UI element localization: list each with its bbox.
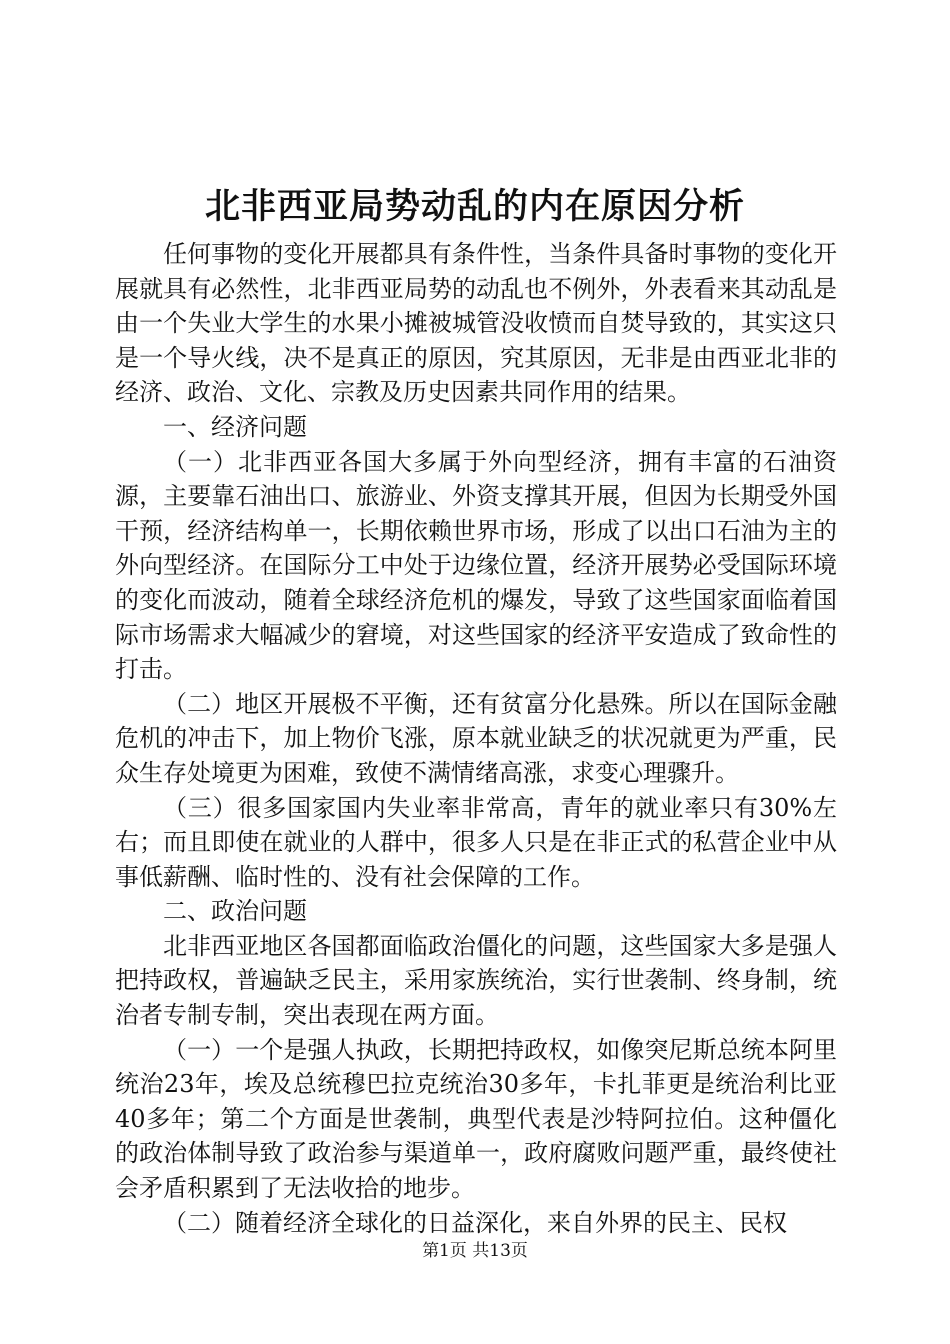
- section-heading-economy: 一、经济问题: [163, 412, 307, 441]
- paragraph-economy-1: （一）北非西亚各国大多属于外向型经济，拥有丰富的石油资源，主要靠石油出口、旅游业、外资支撑其开展，但因为长期受外国干预，经济结构单一，长期依赖世界市场，形成了以出口石油为主的外向型经济。在国际分工中处于边缘位置，经济开展势必受国际环境的变化而波动，随着全球经济危机的爆发，导致了这些国家面临着国际市场需求大幅减少的窘境，对这些国家的经济平安造成了致命性的打击。: [115, 447, 837, 684]
- document-title: 北非西亚局势动乱的内在原因分析: [204, 186, 745, 227]
- document-body: [115, 237, 837, 1240]
- paragraph-economy-3: （三）很多国家国内失业率非常高，青年的就业率只有30%左右；而且即使在就业的人群中，很多人只是在非正式的私营企业中从事低薪酬、临时性的、没有社会保障的工作。: [115, 793, 837, 891]
- paragraph-politics-2: （二）随着经济全球化的日益深化，来自外界的民主、民权: [163, 1208, 787, 1237]
- paragraph-politics-1: （一）一个是强人执政，长期把持政权，如像突尼斯总统本阿里统治23年，埃及总统穆巴拉克统治30多年，卡扎菲更是统治利比亚40多年；第二个方面是世袭制，典型代表是沙特阿拉伯。这种僵化的政治体制导致了政治参与渠道单一，政府腐败问题严重，最终使社会矛盾积累到了无法收拾的地步。: [115, 1035, 837, 1203]
- paragraph-economy-2: （二）地区开展极不平衡，还有贫富分化悬殊。所以在国际金融危机的冲击下，加上物价飞涨，原本就业缺乏的状况就更为严重，民众生存处境更为困难，致使不满情绪高涨，求变心理骤升。: [115, 689, 837, 787]
- page-number-footer: 第1页 共13页: [422, 1241, 528, 1261]
- paragraph-intro: 任何事物的变化开展都具有条件性，当条件具备时事物的变化开展就具有必然性，北非西亚局势的动乱也不例外，外表看来其动乱是由一个失业大学生的水果小摊被城管没收愤而自焚导致的，其实这只是一个导火线，决不是真正的原因，究其原因，无非是由西亚北非的经济、政治、文化、宗教及历史因素共同作用的结果。: [115, 240, 837, 407]
- section-heading-politics: 二、政治问题: [163, 897, 307, 926]
- paragraph-politics-intro: 北非西亚地区各国都面临政治僵化的问题，这些国家大多是强人把持政权，普遍缺乏民主，采用家族统治，实行世袭制、终身制，统治者专制专制，突出表现在两方面。: [115, 931, 837, 1030]
